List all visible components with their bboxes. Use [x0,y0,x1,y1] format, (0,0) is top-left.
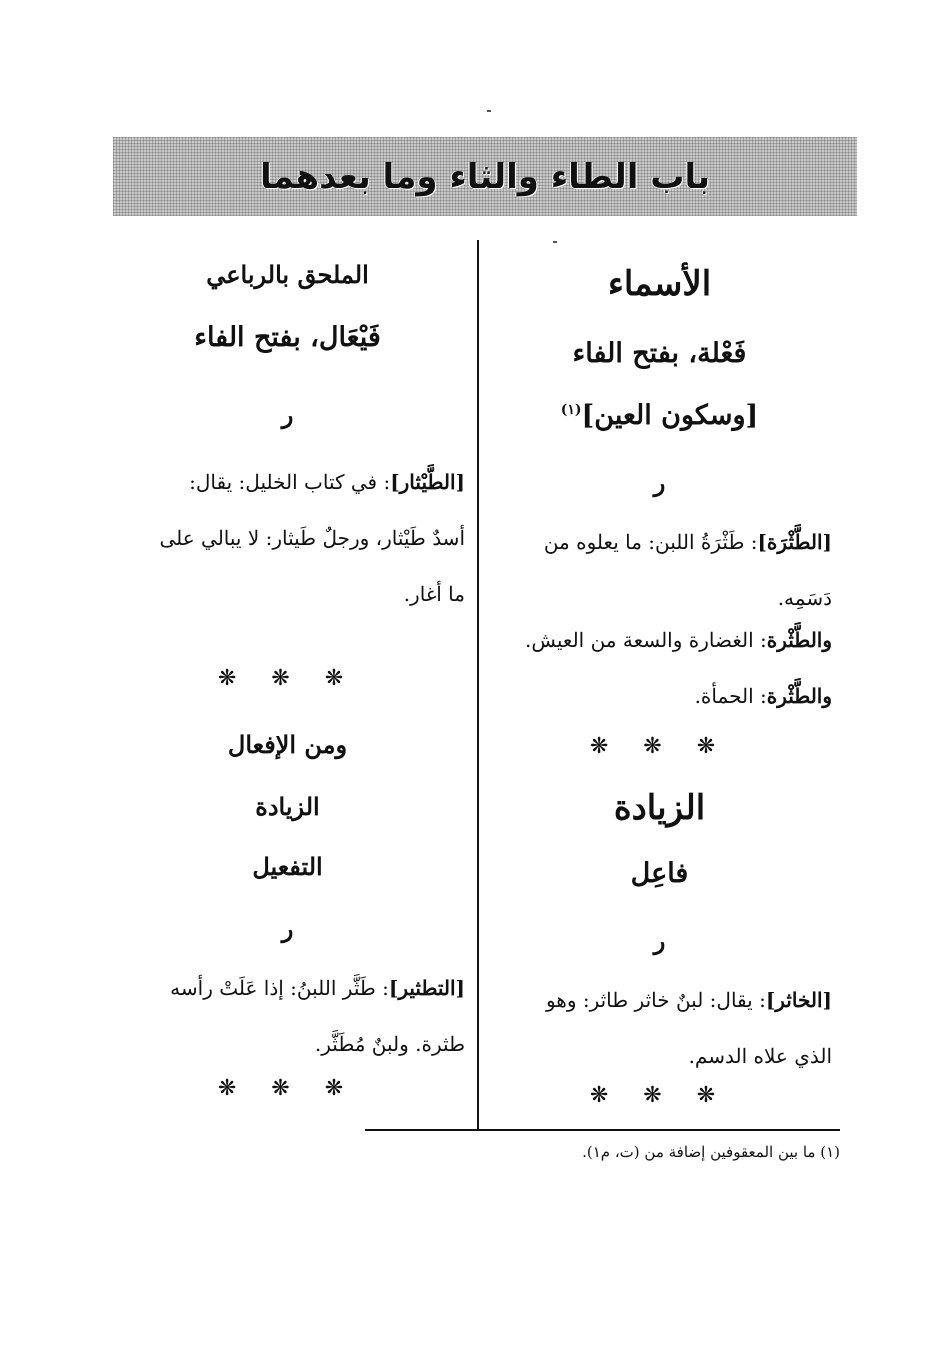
section-heading-addition: الزيادة [613,788,706,828]
entry-line [487,612,832,668]
section-separator: ❋ ❋ ❋ [217,666,358,691]
footnote: (١) ما بين المعقوفين إضافة من (ت، م١). [582,1143,840,1161]
section-separator: ❋ ❋ ❋ [589,734,730,759]
scan-speck [487,110,491,112]
entry-line: طثرة. ولبنٌ مُطَثَّر. [314,1032,465,1056]
entry-text: : الغضارة والسعة من العيش. [525,628,767,652]
root-letter: ر [281,400,294,429]
entry-text: : الحمأة. [694,684,767,708]
root-letter: ر [653,926,666,955]
entry-line [110,960,465,1016]
entry-line: الذي علاه الدسم. [688,1044,832,1068]
entry-term: [الطَّيْثار] [390,470,465,494]
entry-text: : في كتاب الخليل: يقال: [189,470,391,494]
section-heading-ifal: ومن الإفعال [227,730,348,759]
pattern-heading: فاعِل [630,858,689,889]
entry-line [487,972,832,1028]
chapter-title: باب الطاء والثاء وما بعدهما [259,156,710,197]
entry-line: دَسَمِه. [777,586,832,610]
entry-text: : طَثْرَةُ اللبن: ما يعلوه من [543,530,758,554]
entry-term: والطَّثْرة [766,628,832,652]
entry-term: [التطثير] [388,976,465,1000]
entry-line [487,514,832,570]
pattern-note [487,400,832,431]
entry-khathir [487,972,832,1084]
column-divider [477,240,479,1130]
root-letter: ر [653,468,666,497]
entry-line: أسدٌ طَيْثار، ورجلٌ طَيثار: لا يبالي على [159,526,465,550]
footnote-rule [365,1129,840,1131]
footnote-mark: (١) [560,402,582,418]
root-letter: ر [281,914,294,943]
entry-line [487,668,832,724]
entry-term: [الطَّثْرَة] [757,530,832,554]
scan-speck [553,241,557,243]
entry-text: : يقال: لبنٌ خاثر طاثر: وهو [545,988,766,1012]
entry-term: [الخاثر] [765,988,832,1012]
entry-term: والطَّثْرة [766,684,832,708]
section-heading-names: الأسماء [607,264,712,304]
pattern-note-text: [وسكون العين] [581,400,759,431]
entry-text: : طَثَّر اللبنُ: إذا عَلَتْ رأسه [170,976,389,1000]
section-separator: ❋ ❋ ❋ [217,1076,358,1101]
entry-tathra-2 [487,612,832,724]
pattern-heading: التفعيل [252,852,323,881]
chapter-banner [113,137,857,216]
section-separator: ❋ ❋ ❋ [589,1083,730,1108]
entry-tathra [487,514,832,626]
subheading-addition: الزيادة [255,792,320,821]
pattern-heading: فَيْعَال، بفتح الفاء [194,322,381,353]
entry-tathir [110,960,465,1072]
entry-taythar [110,454,465,622]
entry-line [110,454,465,510]
pattern-heading: فَعْلة، بفتح الفاء [572,338,747,369]
entry-line: ما أغار. [403,582,465,606]
section-heading-quadriliteral: الملحق بالرباعي [206,260,369,289]
